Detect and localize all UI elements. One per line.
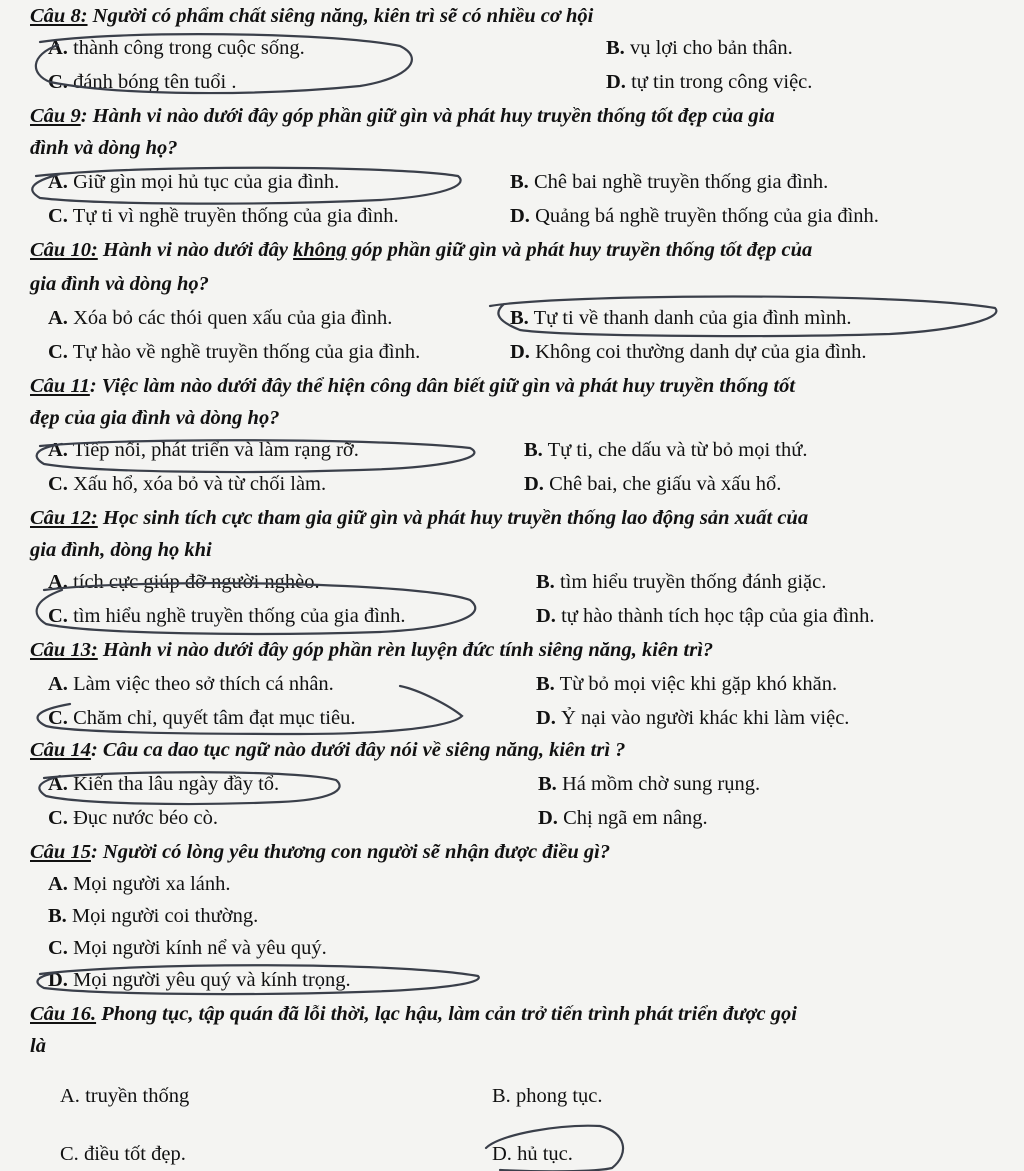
option-a[interactable]: A. Tiếp nối, phát triển và làm rạng rỡ.: [48, 439, 359, 461]
option-b[interactable]: B. Từ bỏ mọi việc khi gặp khó khăn.: [536, 673, 838, 695]
option-b[interactable]: B. phong tục.: [492, 1085, 603, 1107]
option-d[interactable]: D. Quảng bá nghề truyền thống của gia đình.: [510, 205, 879, 227]
question-11: [30, 372, 1016, 400]
option-c[interactable]: C. tìm hiểu nghề truyền thống của gia đình.: [48, 605, 406, 627]
option-d[interactable]: D. Chê bai, che giấu và xấu hổ.: [524, 473, 782, 495]
option-d[interactable]: D. Không coi thường danh dự của gia đình.: [510, 341, 867, 363]
option-d[interactable]: D. tự tin trong công việc.: [606, 71, 813, 93]
option-c[interactable]: C. Tự ti vì nghề truyền thống của gia đình.: [48, 205, 399, 227]
option-b[interactable]: B. Há mồm chờ sung rụng.: [538, 773, 761, 795]
option-a[interactable]: A. Xóa bỏ các thói quen xấu của gia đình.: [48, 307, 393, 329]
question-10: Câu 10: Hành vi nào dưới đây không góp phần giữ gìn và phát huy truyền thống tốt đẹp của: [30, 239, 813, 261]
option-b[interactable]: B. Tự ti, che dấu và từ bỏ mọi thứ.: [524, 439, 808, 461]
option-a[interactable]: A. Giữ gìn mọi hủ tục của gia đình.: [48, 171, 340, 193]
question-text: Người có phẩm chất siêng năng, kiên trì sẽ có nhiều cơ hội: [87, 5, 594, 27]
question-number: Câu 15: [30, 841, 91, 863]
option-b[interactable]: B. Chê bai nghề truyền thống gia đình.: [510, 171, 829, 193]
option-c[interactable]: C. đánh bóng tên tuổi .: [48, 71, 237, 93]
option-d[interactable]: D. Ỷ nại vào người khác khi làm việc.: [536, 707, 850, 729]
option-c[interactable]: C. Đục nước béo cò.: [48, 807, 218, 829]
question-14: [30, 736, 1016, 764]
question-text: Hành vi nào dưới đây góp phần rèn luyện đức tính siêng năng, kiên trì?: [97, 639, 714, 661]
question-8: [30, 2, 1016, 30]
question-text-cont: là: [30, 1035, 46, 1057]
question-number: Câu 8:: [30, 5, 88, 27]
question-text: Phong tục, tập quán đã lỗi thời, lạc hậu, làm cản trở tiến trình phát triển được gọi: [96, 1003, 797, 1025]
option-a[interactable]: A. thành công trong cuộc sống.: [48, 37, 305, 59]
option-a[interactable]: A. tích cực giúp đỡ người nghèo.: [48, 571, 320, 593]
question-13: [30, 636, 1016, 664]
option-a[interactable]: A. truyền thống: [60, 1085, 190, 1107]
question-text: : Việc làm nào dưới đây thể hiện công dân biết giữ gìn và phát huy truyền thống tốt: [89, 375, 796, 397]
question-9: [30, 102, 1016, 130]
option-d[interactable]: D. hủ tục.: [492, 1143, 573, 1165]
option-b[interactable]: B. vụ lợi cho bản thân.: [606, 37, 793, 59]
question-text-cont: đẹp của gia đình và dòng họ?: [30, 407, 280, 429]
question-number: Câu 11: [30, 375, 90, 397]
option-c[interactable]: C. Chăm chỉ, quyết tâm đạt mục tiêu.: [48, 707, 356, 729]
question-15: [30, 838, 1016, 866]
question-text: : Người có lòng yêu thương con người sẽ nhận được điều gì?: [90, 841, 611, 863]
emphasis-word: không: [293, 239, 347, 261]
question-number: Câu 9: [30, 105, 81, 127]
question-16: [30, 1000, 1016, 1028]
option-c[interactable]: C. điều tốt đẹp.: [60, 1143, 186, 1165]
option-b[interactable]: B. Tự ti về thanh danh của gia đình mình.: [510, 307, 852, 329]
question-text-cont: đình và dòng họ?: [30, 137, 178, 159]
question-number: Câu 10:: [30, 239, 98, 261]
question-number: Câu 13:: [30, 639, 98, 661]
option-a[interactable]: A. Làm việc theo sở thích cá nhân.: [48, 673, 334, 695]
question-number: Câu 12:: [30, 507, 98, 529]
question-text: Học sinh tích cực tham gia giữ gìn và phát huy truyền thống lao động sản xuất của: [97, 507, 809, 529]
option-c[interactable]: C. Tự hào về nghề truyền thống của gia đình.: [48, 341, 421, 363]
option-b[interactable]: B. tìm hiểu truyền thống đánh giặc.: [536, 571, 827, 593]
option-c[interactable]: C. Xấu hổ, xóa bỏ và từ chối làm.: [48, 473, 327, 495]
option-d[interactable]: D. tự hào thành tích học tập của gia đình.: [536, 605, 875, 627]
question-12: [30, 504, 1016, 532]
option-d[interactable]: D. Chị ngã em nâng.: [538, 807, 708, 829]
question-text: : Câu ca dao tục ngữ nào dưới đây nói về siêng năng, kiên trì ?: [90, 739, 626, 761]
question-text: : Hành vi nào dưới đây góp phần giữ gìn và phát huy truyền thống tốt đẹp của gia: [80, 105, 775, 127]
question-text-cont: gia đình và dòng họ?: [30, 273, 209, 295]
option-a[interactable]: A. Kiến tha lâu ngày đầy tổ.: [48, 773, 280, 795]
question-number: Câu 16.: [30, 1003, 97, 1025]
worksheet-page: Câu 8: Người có phẩm chất siêng năng, kiên trì sẽ có nhiều cơ hội A. thành công trong cuộc sống. B. vụ lợi cho bản thân. C. đánh bóng tên tuổi . D. tự tin trong công việc. Câu 9: Hành vi nào dưới đây góp phần giữ gìn và phát huy truyền thống tốt đẹp của gia đình và dòng họ? A. Giữ gìn mọi hủ tục của gia đình. B. Chê bai nghề truyền thống gia đình. C. Tự ti vì nghề truyền thống của gia đình. D. Quảng bá nghề truyền thống của gia đình. Câu 10: Hành vi nào dưới đây không góp phần giữ gìn và phát huy truyền thống tốt đẹp của gia đình và dòng họ? A. Xóa bỏ các thói quen xấu của gia đình. B. Tự ti về thanh danh của gia đình mình. C. Tự hào về nghề truyền thống của gia đình. D. Không coi thường danh dự của gia đình. Câu 11: Việc làm nào dưới đây thể hiện công dân biết giữ gìn và phát huy truyền thống tốt đẹp của gia đình và dòng họ? A. Tiếp nối, phát triển và làm rạng rỡ. B. Tự ti, che dấu và từ bỏ mọi thứ. C. Xấu hổ, xóa bỏ và từ chối làm. D. Chê bai, che giấu và xấu hổ. Câu 12: Học sinh tích cực tham gia giữ gìn và phát huy truyền thống lao động sản xuất của gia đình, dòng họ khi A. tích cực giúp đỡ người nghèo. B. tìm hiểu truyền thống đánh giặc. C. tìm hiểu nghề truyền thống của gia đình. D. tự hào thành tích học tập của gia đình. Câu 13: Hành vi nào dưới đây góp phần rèn luyện đức tính siêng năng, kiên trì? A. Làm việc theo sở thích cá nhân. B. Từ bỏ mọi việc khi gặp khó khăn. C. Chăm chỉ, quyết tâm đạt mục tiêu. D. Ỷ nại vào người khác khi làm việc. Câu 14: Câu ca dao tục ngữ nào dưới đây nói về siêng năng, kiên trì ? A. Kiến tha lâu ngày đầy tổ. B. Há mồm chờ sung rụng. C. Đục nước béo cò. D. Chị ngã em nâng. Câu 15: Người có lòng yêu thương con người sẽ nhận được điều gì? A. Mọi người xa lánh. B. Mọi người coi thường. C. Mọi người kính nể và yêu quý. D. Mọi người yêu quý và kính trọng. Câu 16. Phong tục, tập quán đã lỗi thời, lạc hậu, làm cản trở tiến trình phát triển được gọi là A. truyền thống B. phong tục. C. điều tốt đẹp. D. hủ tục.: [0, 0, 1024, 1171]
question-text-cont: gia đình, dòng họ khi: [30, 539, 212, 561]
question-number: Câu 14: [30, 739, 91, 761]
